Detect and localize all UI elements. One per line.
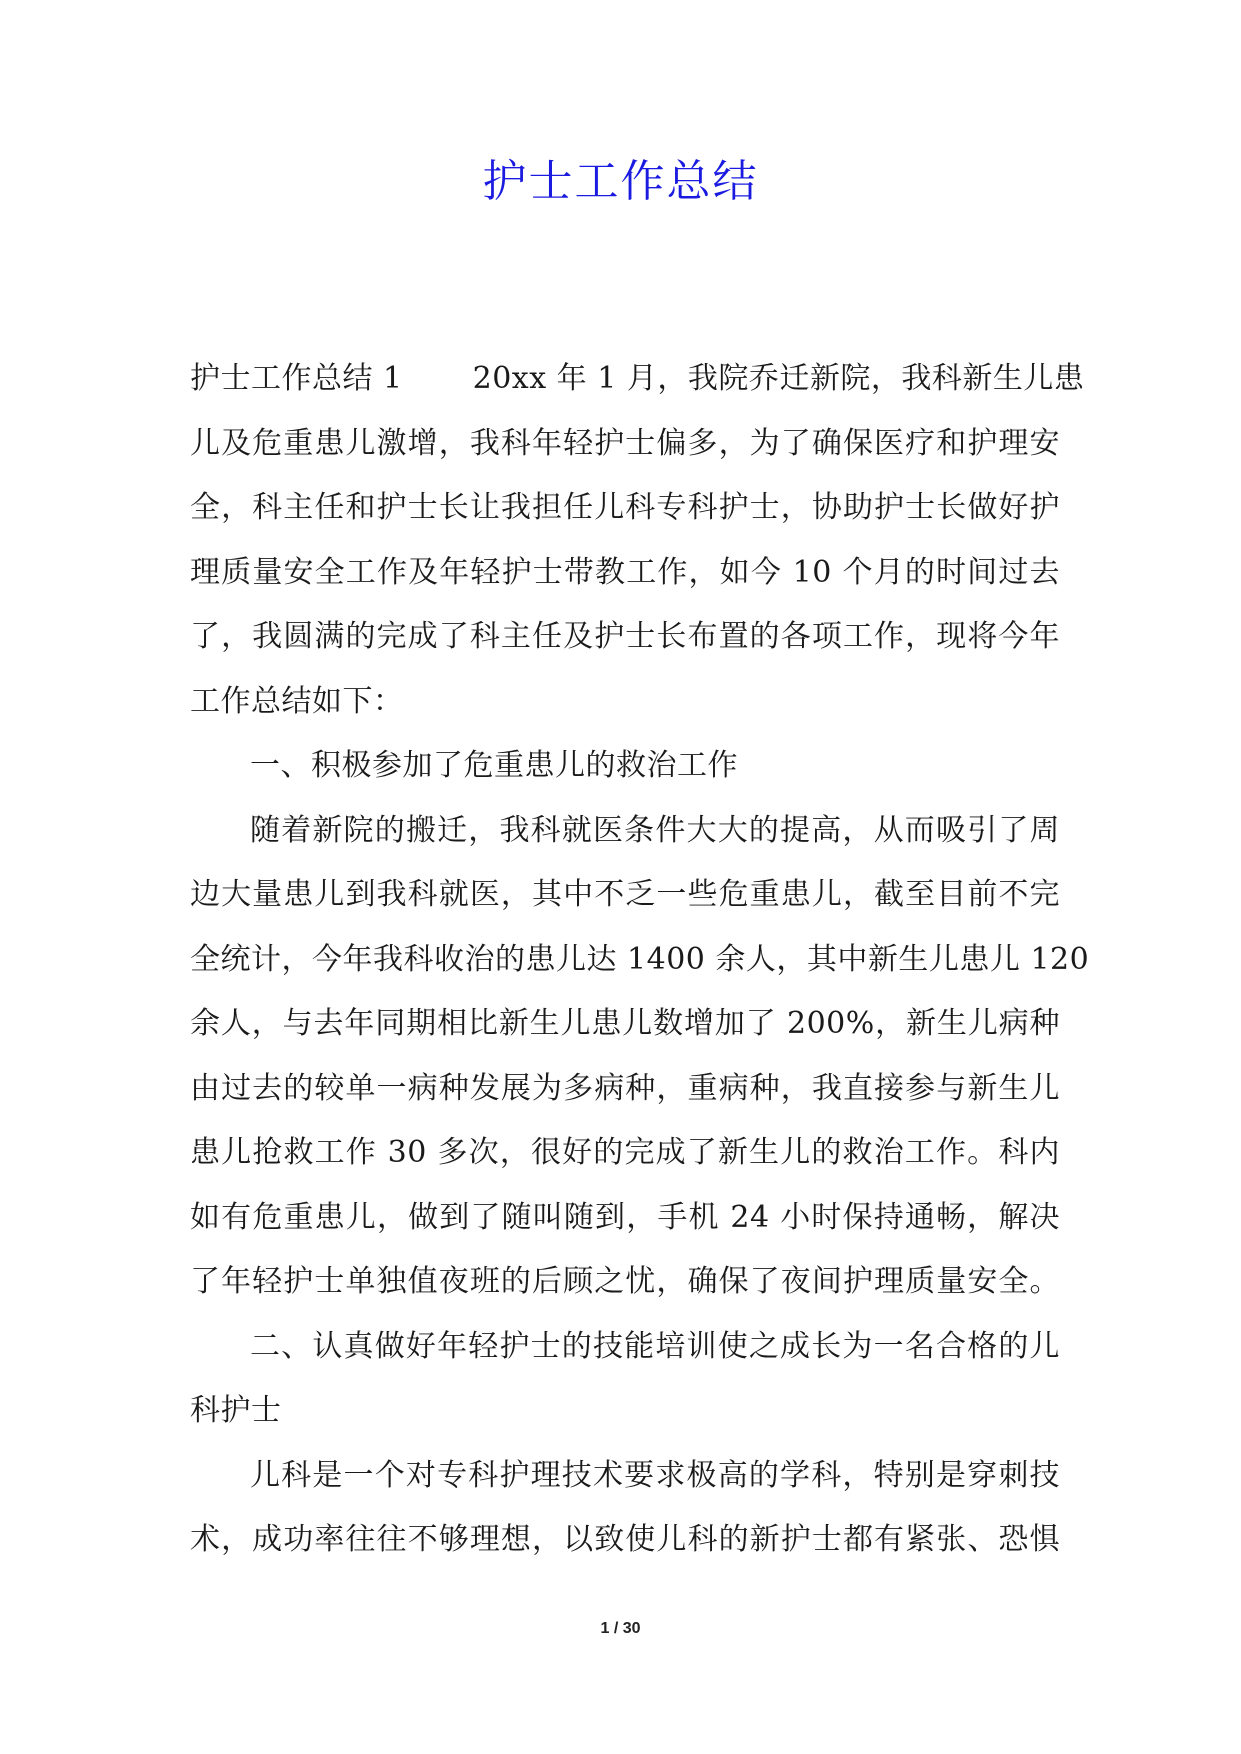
text-line: 工作总结如下： xyxy=(190,683,404,719)
text-line: 边大量患儿到我科就医，其中不乏一些危重患儿，截至目前不完 xyxy=(190,877,1060,912)
text-line: 由过去的较单一病种发展为多病种，重病种，我直接参与新生儿 xyxy=(190,1070,1060,1106)
text-line: 了，我圆满的完成了科主任及护士长布置的各项工作，现将今年 xyxy=(190,619,1060,654)
intro-text: 20xx 年 1 月，我院乔迁新院，我科新生儿患 xyxy=(472,361,1085,396)
text-line: 术，成功率往往不够理想，以致使儿科的新护士都有紧张、恐惧 xyxy=(190,1522,1060,1557)
text-line: 儿及危重患儿激增，我科年轻护士偏多，为了确保医疗和护理安 xyxy=(190,425,1060,461)
page-number: 1 / 30 xyxy=(600,1620,641,1637)
text-line: 理质量安全工作及年轻护士带教工作，如今 10 个月的时间过去 xyxy=(190,554,1060,590)
text-line: 了年轻护士单独值夜班的后顾之忧，确保了夜间护理质量安全。 xyxy=(190,1264,1060,1299)
document-body xyxy=(190,347,1090,1573)
text-line: 儿科是一个对专科护理技术要求极高的学科，特别是穿刺技 xyxy=(250,1457,1060,1493)
text-line-intro xyxy=(190,347,1085,412)
text-line: 余人，与去年同期相比新生儿患儿数增加了 200%，新生儿病种 xyxy=(190,1006,1060,1041)
text-line: 随着新院的搬迁，我科就医条件大大的提高，从而吸引了周 xyxy=(250,812,1060,848)
section-heading-2-cont: 科护士 xyxy=(190,1393,282,1428)
document-title: 护士工作总结 xyxy=(482,156,759,207)
section-heading-1: 一、积极参加了危重患儿的救治工作 xyxy=(250,748,738,783)
section-label: 护士工作总结 1 xyxy=(190,361,403,396)
text-line: 如有危重患儿，做到了随叫随到，手机 24 小时保持通畅，解决 xyxy=(190,1199,1060,1235)
text-line: 患儿抢救工作 30 多次，很好的完成了新生儿的救治工作。科内 xyxy=(190,1135,1060,1170)
text-line: 全统计，今年我科收治的患儿达 1400 余人，其中新生儿患儿 120 xyxy=(190,941,1090,977)
section-heading-2: 二、认真做好年轻护士的技能培训使之成长为一名合格的儿 xyxy=(250,1328,1060,1364)
text-line: 全，科主任和护士长让我担任儿科专科护士，协助护士长做好护 xyxy=(190,490,1060,525)
